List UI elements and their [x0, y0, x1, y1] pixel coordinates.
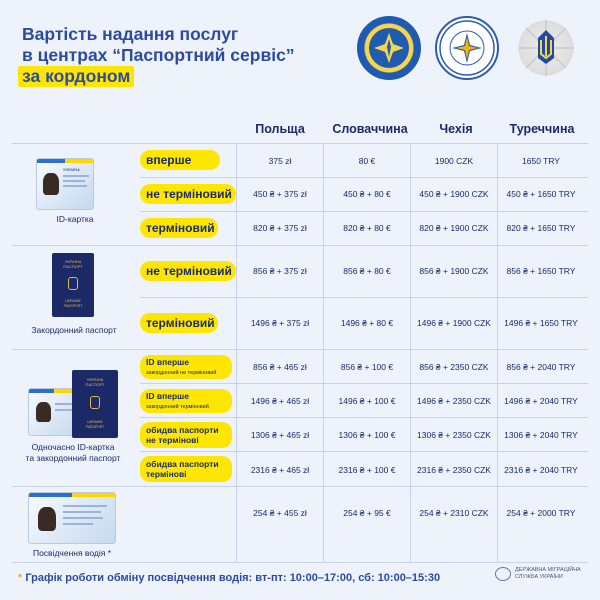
- price-cell: 856 ₴ + 80 €: [343, 266, 391, 276]
- footer-note: [18, 572, 440, 584]
- passport-icon: [52, 253, 94, 317]
- price-cell: 1496 ₴ + 375 zł: [250, 318, 310, 328]
- grid-line: [410, 143, 411, 562]
- price-cell: 856 ₴ + 1650 TRY: [506, 266, 576, 276]
- price-cell: 254 ₴ + 455 zł: [253, 508, 307, 518]
- price-cell: 450 ₴ + 80 €: [343, 189, 391, 199]
- title-line2: в центрах “Паспортний сервіс”: [22, 45, 295, 65]
- price-cell: 450 ₴ + 1650 TRY: [506, 189, 576, 199]
- price-cell: 1496 ₴ + 1650 TRY: [504, 318, 578, 328]
- service-pill: не терміновий: [140, 261, 236, 281]
- service-pill: [140, 422, 232, 448]
- section-label-id-card: ID-картка: [56, 214, 94, 224]
- grid-line: [12, 349, 588, 350]
- price-cell: 80 €: [358, 156, 376, 166]
- id-card-icon: [36, 158, 94, 210]
- passport-icon: [72, 370, 118, 438]
- passport-title-en: PASSPORT: [85, 425, 105, 429]
- price-cell: 1306 ₴ + 2350 CZK: [417, 430, 491, 440]
- footer-text: Графік роботи обміну посвідчення водія: вт-пт: 10:00–17:00, сб: 10:00–15:30: [25, 572, 441, 584]
- grid-line: [140, 417, 588, 418]
- column-header-slovakia: Словаччина: [332, 122, 408, 136]
- driver-license-icon: [28, 492, 116, 544]
- price-cell: 2316 ₴ + 100 €: [338, 465, 396, 475]
- grid-line: [140, 211, 588, 212]
- service-pill-main2: термінові: [146, 469, 187, 479]
- id-card-country: УКРАЇНА: [63, 167, 81, 172]
- service-pill: терміновий: [140, 218, 218, 238]
- footer-star: *: [18, 572, 23, 584]
- price-cell: 1496 ₴ + 80 €: [340, 318, 394, 328]
- price-cell: 856 ₴ + 375 zł: [253, 266, 307, 276]
- price-cell: 1650 TRY: [522, 156, 560, 166]
- column-header-turkey: Туреччина: [509, 122, 575, 136]
- emblem-trident-icon: [514, 16, 578, 80]
- dms-line2: СЛУЖБА УКРАЇНИ: [515, 574, 563, 580]
- dms-line1: ДЕРЖАВНА МІГРАЦІЙНА: [515, 567, 581, 573]
- price-cell: 1900 CZK: [434, 156, 474, 166]
- service-pill-sub: закордонний не терміновий: [146, 369, 217, 376]
- grid-line: [12, 245, 588, 246]
- dms-logo: [495, 567, 581, 581]
- passport-country: УКРАЇНА: [86, 377, 104, 382]
- service-pill: терміновий: [140, 313, 218, 333]
- price-cell: 1306 ₴ + 465 zł: [250, 430, 310, 440]
- price-cell: 1496 ₴ + 2040 TRY: [504, 396, 578, 406]
- grid-line: [140, 177, 588, 178]
- passport-title-en: PASSPORT: [63, 304, 83, 308]
- grid-line: [323, 143, 324, 562]
- section-label-both: [8, 442, 138, 464]
- price-cell: 820 ₴ + 1900 CZK: [419, 223, 489, 233]
- service-pill: [140, 355, 232, 379]
- price-cell: 450 ₴ + 375 zł: [253, 189, 307, 199]
- section-label-both-line2: та закордонний паспорт: [25, 453, 121, 463]
- grid-line: [140, 451, 588, 452]
- grid-line: [12, 143, 588, 144]
- price-cell: 1306 ₴ + 100 €: [338, 430, 396, 440]
- grid-line: [140, 297, 588, 298]
- price-cell: 856 ₴ + 2350 CZK: [419, 362, 489, 372]
- price-cell: 1306 ₴ + 2040 TRY: [504, 430, 578, 440]
- grid-line: [12, 562, 588, 563]
- title-line3: за кордоном: [18, 66, 134, 87]
- page-title: [22, 24, 295, 87]
- section-label-both-line1: Одночасно ID-картка: [31, 442, 115, 452]
- price-cell: 450 ₴ + 1900 CZK: [419, 189, 489, 199]
- emblem-migration-service-icon: [357, 16, 421, 80]
- price-cell: 2316 ₴ + 465 zł: [250, 465, 310, 475]
- price-cell: 1496 ₴ + 465 zł: [250, 396, 310, 406]
- passport-title: ПАСПОРТ: [85, 382, 105, 387]
- price-cell: 820 ₴ + 80 €: [343, 223, 391, 233]
- passport-country: УКРАЇНА: [64, 259, 82, 264]
- price-cell: 820 ₴ + 375 zł: [253, 223, 307, 233]
- price-cell: 856 ₴ + 2040 TRY: [506, 362, 576, 372]
- column-header-czechia: Чехія: [439, 122, 473, 136]
- price-cell: 1496 ₴ + 100 €: [338, 396, 396, 406]
- price-cell: 856 ₴ + 100 €: [340, 362, 394, 372]
- service-pill-main: ID вперше: [146, 390, 189, 401]
- column-header-poland: Польща: [255, 122, 305, 136]
- price-cell: 1496 ₴ + 1900 CZK: [417, 318, 491, 328]
- price-cell: 254 ₴ + 2310 CZK: [419, 508, 489, 518]
- title-line1: Вартість надання послуг: [22, 24, 239, 44]
- grid-line: [497, 143, 498, 562]
- price-cell: 856 ₴ + 1900 CZK: [419, 266, 489, 276]
- dms-logo-icon: [495, 567, 511, 581]
- service-pill-main: ID вперше: [146, 356, 189, 367]
- service-pill: [140, 456, 232, 482]
- service-pill-main: обидва паспорти: [146, 459, 219, 469]
- grid-line: [12, 486, 588, 487]
- grid-line: [140, 383, 588, 384]
- passport-country-en: UKRAINE: [65, 299, 81, 303]
- price-cell: 2316 ₴ + 2040 TRY: [504, 465, 578, 475]
- price-cell: 1496 ₴ + 2350 CZK: [417, 396, 491, 406]
- service-pill: [140, 389, 232, 413]
- service-pill: вперше: [140, 150, 220, 170]
- passport-country-en: UKRAINE: [87, 420, 103, 424]
- section-label-driver-license: Посвідчення водія *: [32, 548, 112, 558]
- price-cell: 254 ₴ + 95 €: [343, 508, 391, 518]
- price-cell: 856 ₴ + 465 zł: [253, 362, 307, 372]
- price-cell: 375 zł: [268, 156, 292, 166]
- grid-line: [236, 143, 237, 562]
- price-cell: 2316 ₴ + 2350 CZK: [417, 465, 491, 475]
- service-pill: не терміновий: [140, 184, 236, 204]
- service-pill-main2: не термінові: [146, 435, 199, 445]
- price-cell: 254 ₴ + 2000 TRY: [506, 508, 576, 518]
- emblem-document-compass-icon: [435, 16, 499, 80]
- section-label-passport: Закордонний паспорт: [31, 325, 117, 335]
- service-pill-main: обидва паспорти: [146, 425, 219, 435]
- service-pill-sub: закордонний терміновий: [146, 403, 209, 410]
- price-cell: 820 ₴ + 1650 TRY: [506, 223, 576, 233]
- passport-title: ПАСПОРТ: [63, 264, 83, 269]
